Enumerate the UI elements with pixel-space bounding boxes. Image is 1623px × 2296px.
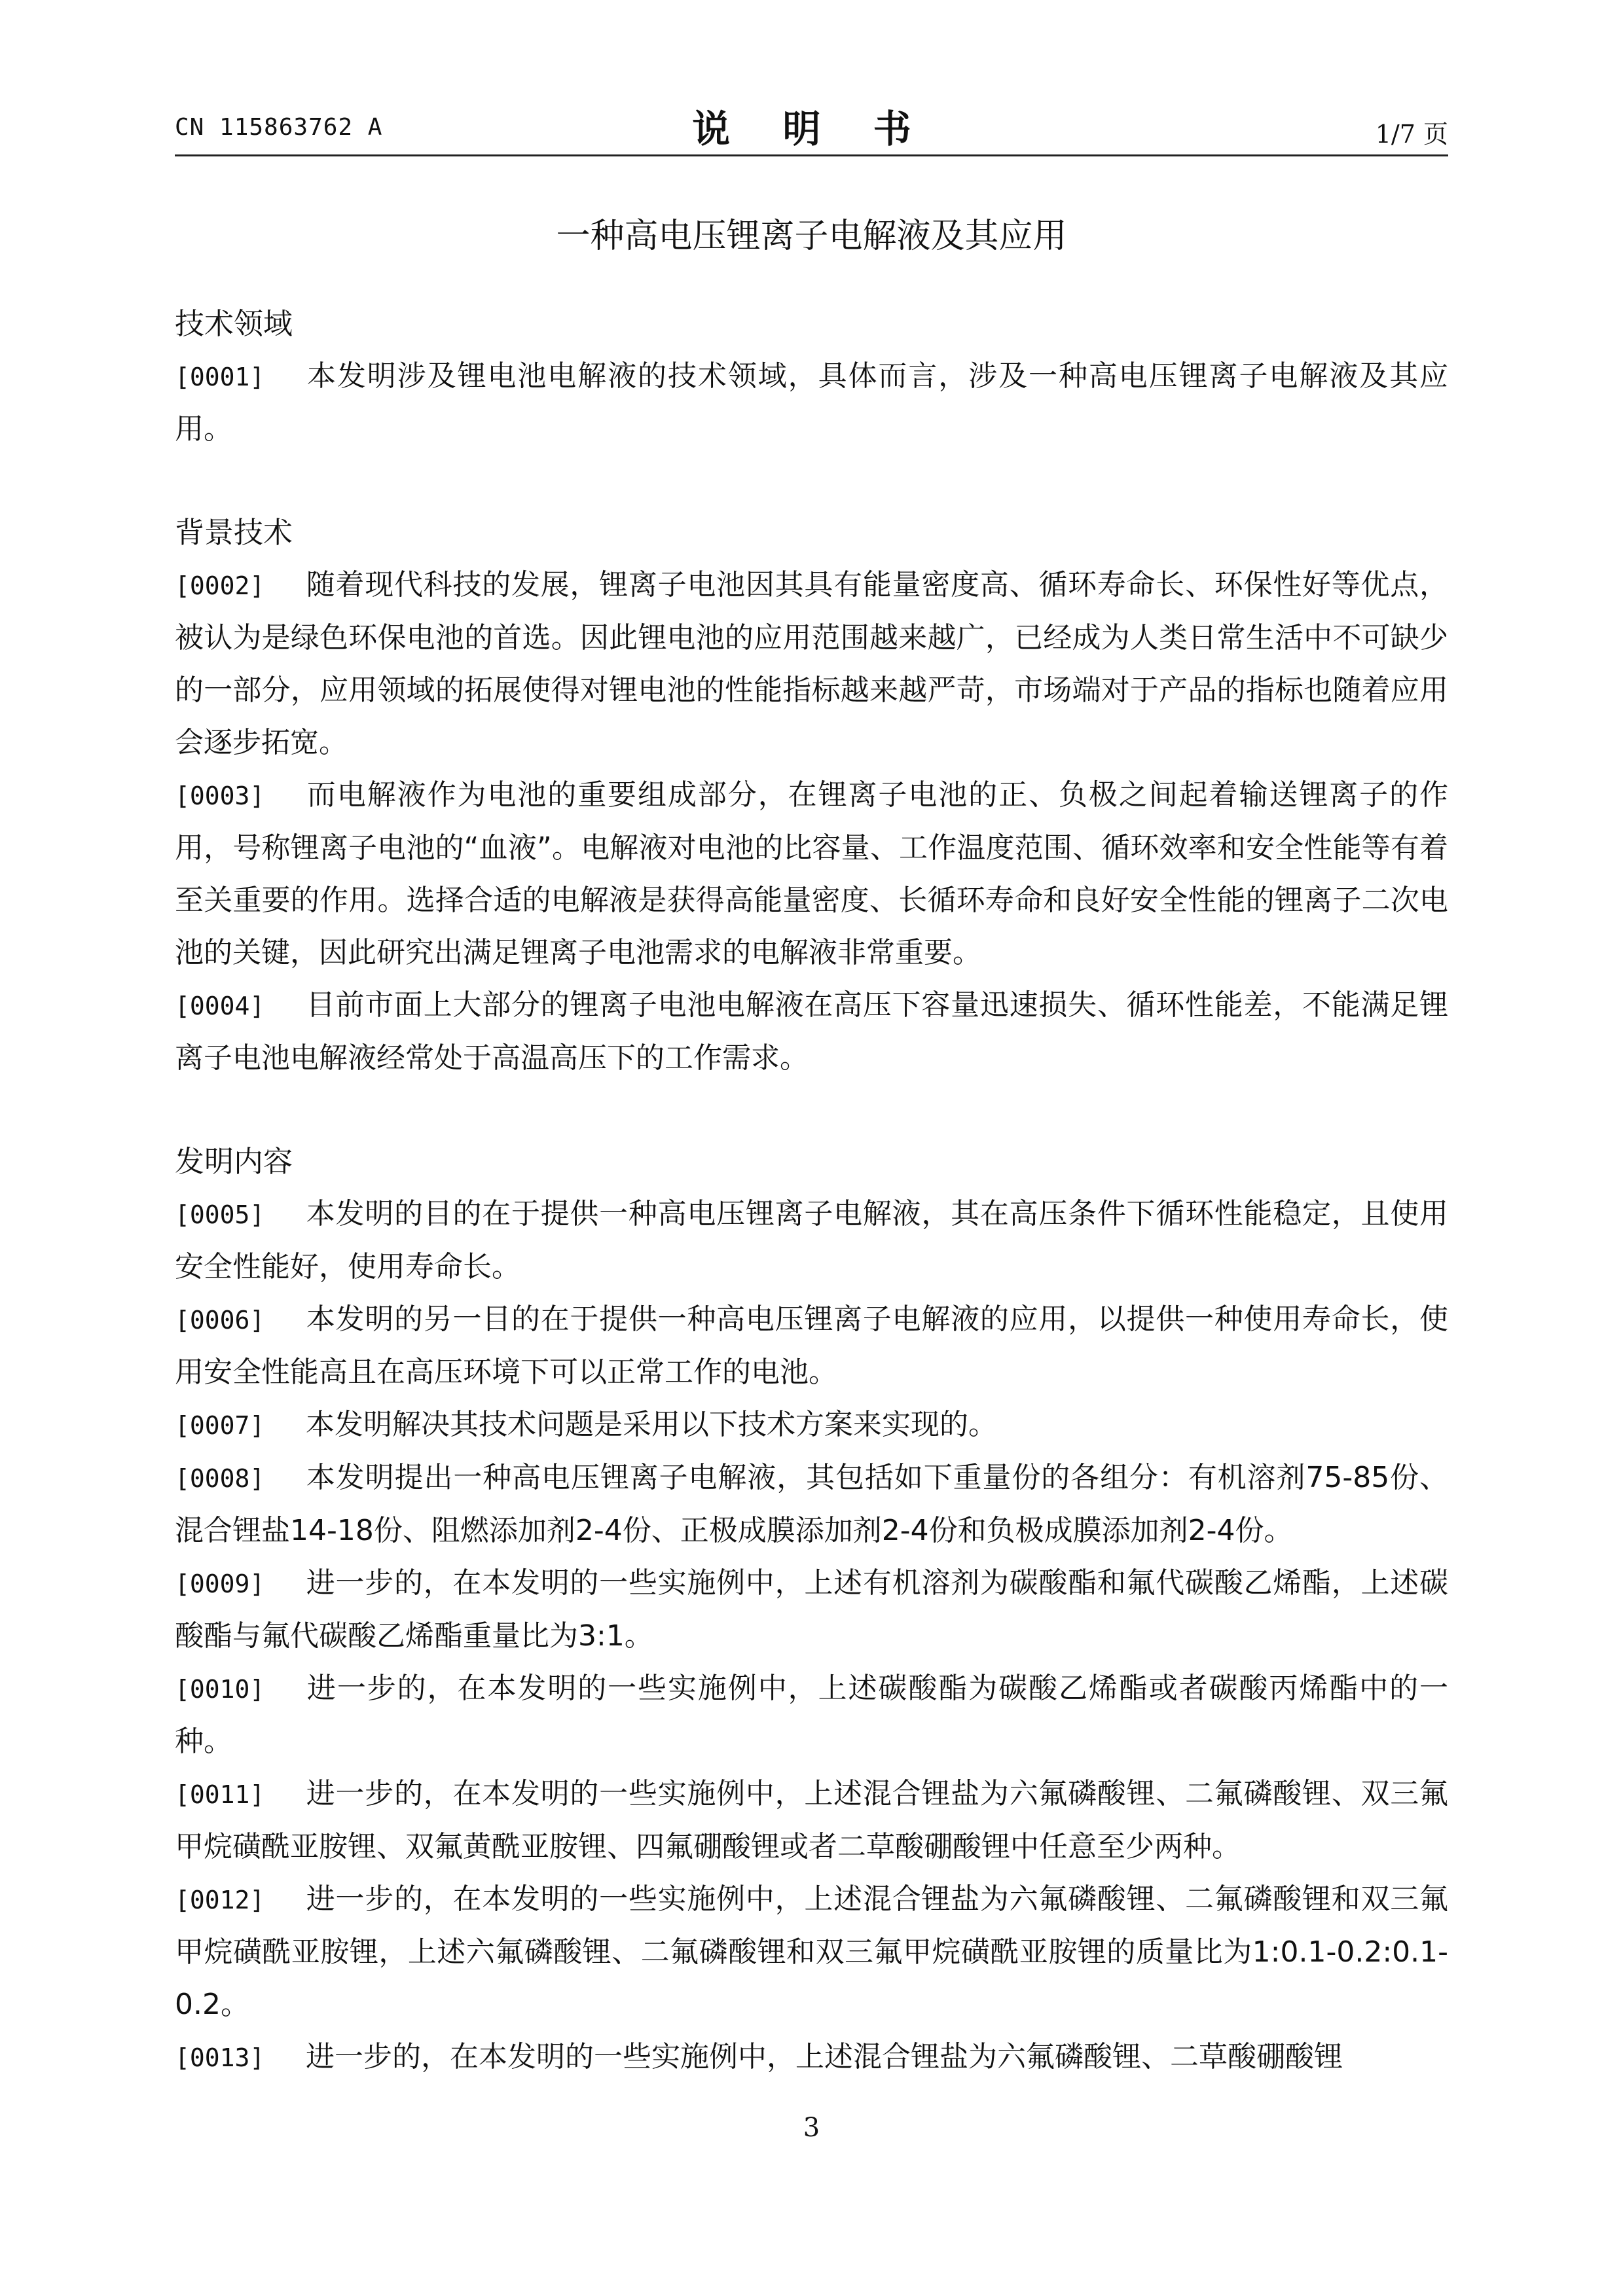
paragraph-text: 本发明的另一目的在于提供一种高电压锂离子电解液的应用，以提供一种使用寿命长，使用安全性能高且在高压环境下可以正常工作的电池。 bbox=[175, 1302, 1448, 1389]
paragraph-number: [0006] bbox=[175, 1306, 265, 1335]
paragraph-0009 bbox=[175, 1557, 1448, 1662]
paragraph-text: 而电解液作为电池的重要组成部分，在锂离子电池的正、负极之间起着输送锂离子的作用，号称锂离子电池的“血液”。电解液对电池的比容量、工作温度范围、循环效率和安全性能等有着至关重要的作用。选择合适的电解液是获得高能量密度、长循环寿命和良好安全性能的锂离子二次电池的关键，因此研究出满足锂离子电池需求的电解液非常重要。 bbox=[175, 778, 1448, 969]
header-divider bbox=[175, 154, 1448, 156]
paragraph-0012 bbox=[175, 1873, 1448, 2031]
paragraph-text: 本发明涉及锂电池电解液的技术领域，具体而言，涉及一种高电压锂离子电解液及其应用。 bbox=[175, 359, 1448, 446]
page-header bbox=[175, 98, 1448, 151]
paragraph-number: [0010] bbox=[175, 1675, 265, 1704]
document-title: 一种高电压锂离子电解液及其应用 bbox=[556, 217, 1067, 256]
paragraph-number: [0004] bbox=[175, 992, 265, 1020]
section-gap bbox=[175, 1085, 1448, 1136]
paragraph-0007 bbox=[175, 1399, 1448, 1452]
section-gap bbox=[175, 456, 1448, 507]
paragraph-number: [0001] bbox=[175, 363, 265, 391]
paragraph-0013 bbox=[175, 2031, 1448, 2084]
paragraph-0006 bbox=[175, 1293, 1448, 1399]
paragraph-number: [0003] bbox=[175, 781, 265, 810]
paragraph-0011 bbox=[175, 1768, 1448, 1873]
paragraph-number: [0009] bbox=[175, 1570, 265, 1598]
paragraph-text: 进一步的，在本发明的一些实施例中，上述碳酸酯为碳酸乙烯酯或者碳酸丙烯酯中的一种。 bbox=[175, 1672, 1448, 1758]
paragraph-0001 bbox=[175, 350, 1448, 456]
paragraph-text: 目前市面上大部分的锂离子电池电解液在高压下容量迅速损失、循环性能差，不能满足锂离子电池电解液经常处于高温高压下的工作需求。 bbox=[175, 988, 1448, 1075]
paragraph-text: 本发明提出一种高电压锂离子电解液，其包括如下重量份的各组分：有机溶剂75-85份、混合锂盐14-18份、阻燃添加剂2-4份、正极成膜添加剂2-4份和负极成膜添加剂2-4份。 bbox=[175, 1461, 1448, 1547]
page-indicator: 1/7 页 bbox=[1375, 120, 1448, 149]
doc-type-heading: 说 明 书 bbox=[692, 107, 931, 151]
paragraph-number: [0007] bbox=[175, 1411, 265, 1440]
paragraph-text: 随着现代科技的发展，锂离子电池因其具有能量密度高、循环寿命长、环保性好等优点，被认为是绿色环保电池的首选。因此锂电池的应用范围越来越广，已经成为人类日常生活中不可缺少的一部分，应用领域的拓展使得对锂电池的性能指标越来越严苛，市场端对于产品的指标也随着应用会逐步拓宽。 bbox=[175, 568, 1448, 759]
paragraph-0004 bbox=[175, 979, 1448, 1085]
paragraph-number: [0008] bbox=[175, 1464, 265, 1493]
section-heading-summary: 发明内容 bbox=[175, 1144, 293, 1179]
section-heading-technical-field: 技术领域 bbox=[175, 306, 293, 341]
document-body bbox=[175, 298, 1448, 2084]
paragraph-0003 bbox=[175, 769, 1448, 979]
section-heading-background: 背景技术 bbox=[175, 515, 293, 550]
paragraph-text: 本发明解决其技术问题是采用以下技术方案来实现的。 bbox=[306, 1408, 997, 1441]
paragraph-0010 bbox=[175, 1662, 1448, 1768]
paragraph-0005 bbox=[175, 1188, 1448, 1293]
paragraph-text: 进一步的，在本发明的一些实施例中，上述混合锂盐为六氟磷酸锂、二氟磷酸锂、双三氟甲烷磺酰亚胺锂、双氟黄酰亚胺锂、四氟硼酸锂或者二草酸硼酸锂中任意至少两种。 bbox=[175, 1777, 1448, 1863]
paragraph-number: [0012] bbox=[175, 1886, 265, 1914]
paragraph-text: 进一步的，在本发明的一些实施例中，上述混合锂盐为六氟磷酸锂、二草酸硼酸锂 bbox=[306, 2040, 1343, 2073]
paragraph-number: [0013] bbox=[175, 2043, 265, 2072]
paragraph-0008 bbox=[175, 1452, 1448, 1557]
page-number: 3 bbox=[803, 2113, 820, 2143]
paragraph-number: [0002] bbox=[175, 571, 265, 600]
paragraph-text: 进一步的，在本发明的一些实施例中，上述有机溶剂为碳酸酯和氟代碳酸乙烯酯，上述碳酸酯与氟代碳酸乙烯酯重量比为3:1。 bbox=[175, 1566, 1448, 1653]
paragraph-text: 进一步的，在本发明的一些实施例中，上述混合锂盐为六氟磷酸锂、二氟磷酸锂和双三氟甲烷磺酰亚胺锂，上述六氟磷酸锂、二氟磷酸锂和双三氟甲烷磺酰亚胺锂的质量比为1:0.1-0.2:0.1-0.2。 bbox=[175, 1882, 1448, 2021]
paragraph-number: [0005] bbox=[175, 1200, 265, 1229]
paragraph-number: [0011] bbox=[175, 1780, 265, 1809]
doc-number: CN 115863762 A bbox=[175, 114, 383, 141]
paragraph-text: 本发明的目的在于提供一种高电压锂离子电解液，其在高压条件下循环性能稳定，且使用安全性能好，使用寿命长。 bbox=[175, 1197, 1448, 1283]
paragraph-0002 bbox=[175, 559, 1448, 769]
